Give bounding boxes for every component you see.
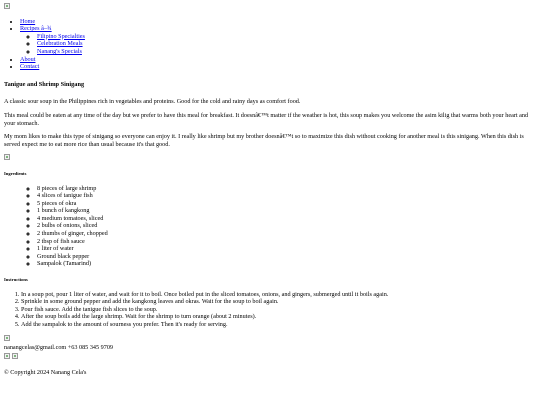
social-links — [4, 353, 536, 361]
copyright-text: © Copyright 2024 Nanang Cela's — [4, 369, 87, 377]
ingredient-item: ◦ 1 bunch of kangkong — [37, 207, 536, 215]
nav-item-home — [20, 18, 536, 26]
recipes-submenu — [20, 33, 536, 56]
ingredients-list — [4, 185, 536, 269]
ingredient-item: ◦ 4 medium tomatoes, sliced — [37, 215, 536, 223]
logo-broken-image-icon[interactable] — [4, 3, 10, 9]
nav-link-about[interactable]: About — [20, 55, 36, 63]
ingredient-item: ◦ 5 pieces of okra — [37, 200, 536, 208]
instruction-step: 4. After the soup boils add the large shrimp. Wait for the shrimp to turn orange (about 2 minutes). — [21, 313, 536, 321]
ingredient-item: ◦ Sampalok (Tamarind) — [37, 260, 536, 268]
submenu-item-nanangs-specials — [37, 48, 536, 56]
intro-paragraph-2: This meal could be eaten at any time of the day but we prefer to have this meal for breakfast. It doesnâ€™t matter if the weather is hot, this soup makes you welcome the asim kilig that warms both your heart and your stomach. — [4, 111, 529, 127]
ingredient-item: ◦ Ground black pepper — [37, 253, 536, 261]
social-link-2-broken-image-icon[interactable] — [12, 353, 18, 359]
footer — [4, 335, 536, 377]
ingredients-heading: Ingredients — [4, 170, 27, 176]
ingredient-item: ◦ 4 slices of tanigue fish — [37, 192, 536, 200]
submenu-link-celebration-meals[interactable]: Celebration Meals — [37, 40, 83, 48]
ingredient-item: ◦ 8 pieces of large shrimp — [37, 185, 536, 193]
submenu-link-nanangs-specials[interactable]: Nanang's Specials — [37, 47, 82, 55]
social-link-1-broken-image-icon[interactable] — [4, 353, 10, 359]
instruction-step: 2. Sprinkle in some ground pepper and add the kangkong leaves and okras. Wait for the soup to boil again. — [21, 298, 536, 306]
instructions-list — [4, 291, 536, 329]
footer-logo-broken-image-icon — [4, 335, 10, 341]
instruction-step: 1. In a soup pot, pour 1 liter of water, and wait for it to boil. Once boiled put in the sliced tomatoes, onions, and gingers, submerged until it boils again. — [21, 291, 536, 299]
nav-link-home[interactable]: Home — [20, 17, 36, 25]
recipe-title: Tanigue and Shrimp Sinigang — [4, 80, 85, 88]
ingredient-item: ◦ 2 thumbs of ginger, chopped — [37, 230, 536, 238]
nav-item-recipes — [20, 25, 536, 55]
main-nav — [4, 18, 536, 71]
ingredient-item: ◦ 2 bulbs of onions, sliced — [37, 222, 536, 230]
ingredient-item: ◦ 2 tbsp of fish sauce — [37, 238, 536, 246]
footer-contact: nanangcelas@gmail.com +63 085 345 9709 — [4, 344, 114, 352]
nav-item-about — [20, 56, 536, 64]
intro-paragraph-1: A classic sour soup in the Philippines rich in vegetables and proteins. Good for the cold and rainy days as comfort food. — [4, 98, 301, 106]
submenu-link-filipino-specialties[interactable]: Filipino Specialties — [37, 32, 85, 40]
page — [4, 3, 536, 377]
submenu-item-celebration-meals — [37, 40, 536, 48]
nav-link-recipes[interactable]: Recipes â–¾ — [20, 25, 52, 33]
nav-link-contact[interactable]: Contact — [20, 63, 40, 71]
intro-paragraph-3: My mom likes to make this type of sinigang so everyone can enjoy it. I really like shrimp but my brother doesnâ€™t so to maximize this dish without cooking for another meal is this sinigang. When this dish is served expect me to eat more rice than usual because it's that good. — [4, 133, 524, 148]
nav-item-contact — [20, 63, 536, 71]
dish-photo-broken-image-icon — [4, 154, 10, 160]
instruction-step: 3. Pour fish sauce. Add the tanigue fish slices to the soup. — [21, 306, 536, 314]
ingredient-item: ◦ 1 liter of water — [37, 245, 536, 253]
submenu-item-filipino-specialties — [37, 33, 536, 41]
instructions-heading: Instructions — [4, 277, 28, 283]
instruction-step: 5. Add the sampalok to the amount of sourness you prefer. Then it's ready for serving. — [21, 321, 536, 329]
